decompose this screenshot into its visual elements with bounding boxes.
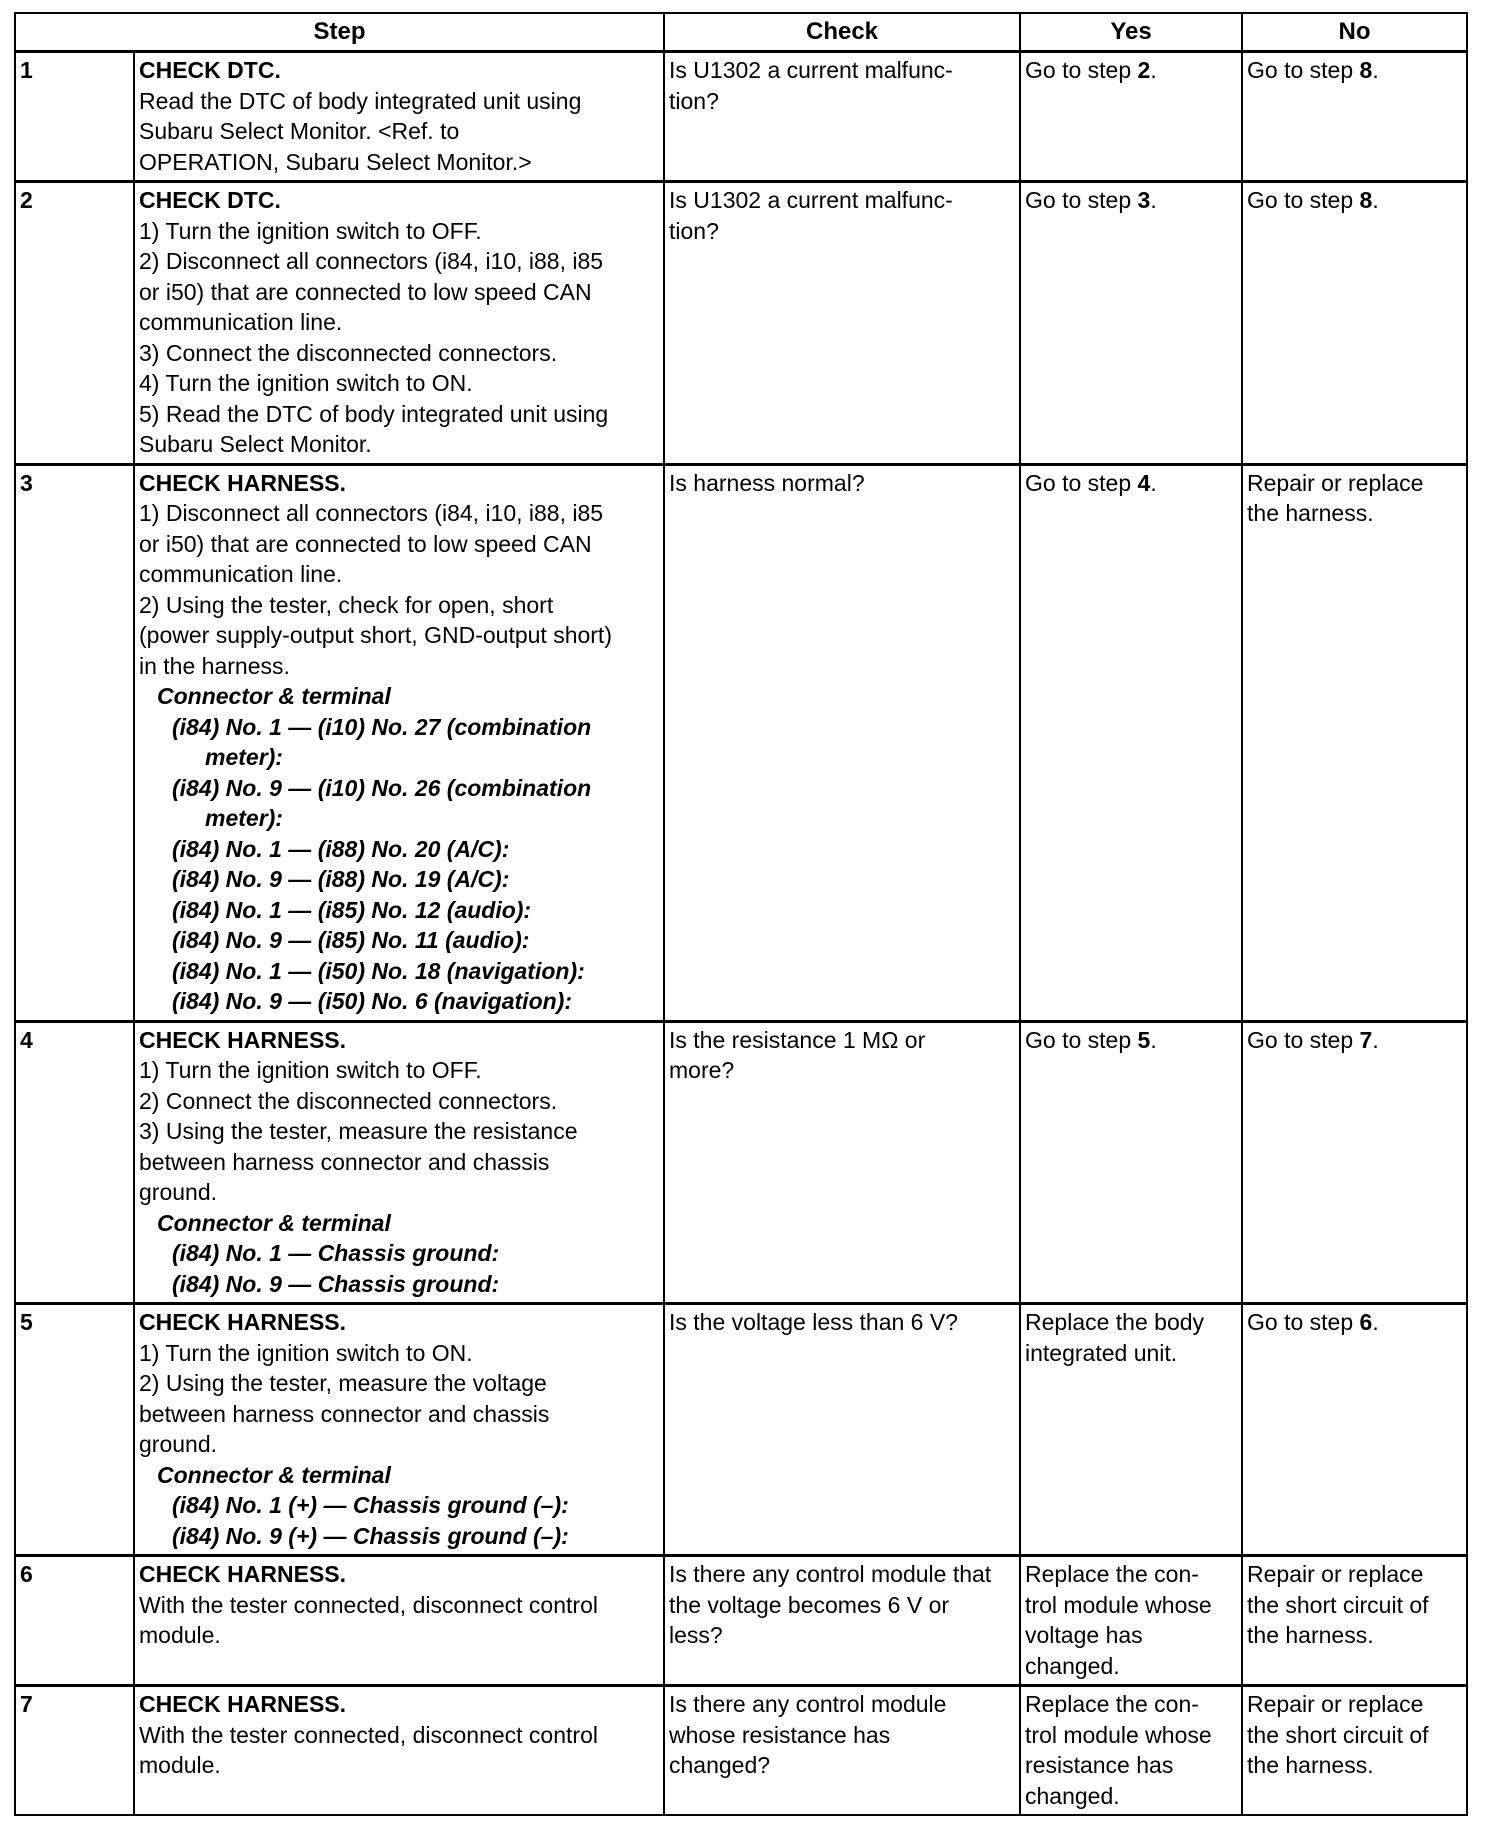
step-description [134,464,664,1021]
no-result-line: the short circuit of [1247,1591,1429,1618]
check-line: Is there any control module that [669,1561,992,1587]
check-question [664,52,1020,182]
procedure-line: 3) Using the tester, measure the resistance [139,1118,578,1144]
check-line: tion? [669,87,719,114]
connector-terminal-item: (i84) No. 9 — (i50) No. 6 (navigation): [172,988,572,1014]
step-title: CHECK HARNESS. [139,1309,347,1335]
no-goto-label: Go to step [1247,1026,1360,1053]
no-goto-period: . [1372,57,1379,83]
no-result [1242,1304,1467,1556]
procedure-line: (power supply-output short, GND-output short) [139,622,612,648]
table-header-row [15,13,1467,52]
step-description [134,1021,664,1304]
table-row [15,1304,1467,1556]
yes-goto-period: . [1150,57,1157,83]
no-result [1242,1021,1467,1304]
procedure-line: 2) Using the tester, check for open, short [139,591,554,618]
step-number: 4 [15,1021,134,1304]
no-goto-line [1247,55,1462,86]
table-row [15,464,1467,1021]
step-title: CHECK DTC. [139,187,281,213]
step-number: 6 [15,1556,134,1686]
connector-terminal-item: (i84) No. 1 — (i10) No. 27 (combination [172,713,592,740]
yes-result [1020,1686,1242,1816]
step-description [134,1304,664,1556]
check-line: the voltage becomes 6 V or [669,1591,950,1618]
yes-result-line: voltage has [1025,1622,1143,1648]
check-question [664,464,1020,1021]
yes-goto-line [1025,1025,1237,1056]
step-title: CHECK DTC. [139,57,281,83]
yes-result [1020,52,1242,182]
table-row [15,1021,1467,1304]
check-question [664,1304,1020,1556]
table-row [15,1686,1467,1816]
procedure-line: module. [139,1622,221,1648]
procedure-line: between harness connector and chassis [139,1148,550,1175]
connector-terminal-heading: Connector & terminal [157,1461,391,1488]
yes-goto-label: Go to step [1025,1026,1138,1053]
step-title: CHECK HARNESS. [139,469,347,496]
table-row [15,1556,1467,1686]
no-goto-label: Go to step [1247,187,1360,213]
yes-result [1020,182,1242,465]
yes-goto-line [1025,55,1237,86]
procedure-line: ground. [139,1179,218,1205]
yes-goto-label: Go to step [1025,469,1138,496]
procedure-line: module. [139,1752,221,1778]
yes-result [1020,464,1242,1021]
step-title: CHECK HARNESS. [139,1026,347,1053]
check-line: Is there any control module [669,1691,947,1717]
connector-terminal-item: (i84) No. 9 — Chassis ground: [172,1270,500,1297]
procedure-line: 5) Read the DTC of body integrated unit using [139,400,609,427]
no-result [1242,182,1467,465]
no-result [1242,1686,1467,1816]
header-yes: Yes [1020,13,1242,52]
yes-goto-line [1025,185,1237,216]
no-result-line: the harness. [1247,1622,1374,1648]
check-line: more? [669,1057,735,1083]
step-description [134,182,664,465]
step-number: 5 [15,1304,134,1556]
yes-result [1020,1556,1242,1686]
connector-terminal-item: (i84) No. 9 (+) — Chassis ground (–): [172,1522,569,1549]
no-goto-step-number: 6 [1359,1309,1373,1335]
procedure-line: Subaru Select Monitor. [139,431,372,457]
connector-terminal-item: (i84) No. 1 — (i85) No. 12 (audio): [172,896,532,923]
no-goto-line [1247,185,1462,216]
procedure-line: communication line. [139,309,343,335]
connector-terminal-heading: Connector & terminal [157,683,391,709]
connector-terminal-item: (i84) No. 9 — (i85) No. 11 (audio): [172,927,530,953]
no-goto-line [1247,1025,1462,1056]
check-question [664,182,1020,465]
check-line: Is U1302 a current malfunc- [669,187,953,213]
connector-terminal-item: (i84) No. 9 — (i88) No. 19 (A/C): [172,866,510,892]
procedure-line: ground. [139,1431,218,1457]
check-line: whose resistance has [669,1721,891,1748]
connector-terminal-item: (i84) No. 1 — (i50) No. 18 (navigation): [172,957,585,984]
no-goto-step-number: 8 [1359,57,1373,83]
no-result [1242,52,1467,182]
procedure-line: in the harness. [139,652,290,679]
step-number: 2 [15,182,134,465]
yes-result-line: Replace the con- [1025,1691,1199,1717]
header-step: Step [15,13,664,52]
no-result-line: the harness. [1247,1752,1374,1778]
header-no: No [1242,13,1467,52]
connector-terminal-heading: Connector & terminal [157,1209,391,1236]
step-title: CHECK HARNESS. [139,1561,347,1587]
procedure-line: Subaru Select Monitor. <Ref. to [139,118,460,144]
table-row [15,182,1467,465]
procedure-line: or i50) that are connected to low speed CAN [139,278,592,305]
no-result-line: the harness. [1247,500,1374,526]
procedure-line: 1) Turn the ignition switch to OFF. [139,1057,482,1083]
procedure-line: 1) Turn the ignition switch to OFF. [139,217,482,244]
check-line: changed? [669,1752,771,1778]
connector-terminal-item: meter): [205,744,283,770]
check-line: Is the resistance 1 MΩ or [669,1026,926,1053]
check-line: Is the voltage less than 6 V? [669,1309,958,1335]
check-line: Is harness normal? [669,469,865,496]
check-question [664,1556,1020,1686]
yes-goto-period: . [1150,469,1157,496]
connector-terminal-item: (i84) No. 1 — (i88) No. 20 (A/C): [172,835,510,862]
step-number: 7 [15,1686,134,1816]
yes-result-line: changed. [1025,1652,1120,1679]
yes-goto-period: . [1150,1026,1157,1053]
procedure-line: Read the DTC of body integrated unit using [139,87,582,114]
yes-result-line: integrated unit. [1025,1339,1178,1366]
step-description [134,52,664,182]
procedure-line: 4) Turn the ignition switch to ON. [139,370,473,396]
yes-goto-label: Go to step [1025,187,1138,213]
no-result-line: the short circuit of [1247,1721,1429,1748]
procedure-line: communication line. [139,561,343,587]
connector-terminal-item: (i84) No. 1 (+) — Chassis ground (–): [172,1492,569,1518]
yes-goto-period: . [1150,187,1157,213]
procedure-line: 2) Connect the disconnected connectors. [139,1087,558,1114]
step-description [134,1556,664,1686]
procedure-line: 2) Using the tester, measure the voltage [139,1370,547,1396]
no-result-line: Repair or replace [1247,1561,1424,1587]
yes-goto-line [1025,468,1237,499]
yes-result-line: Replace the body [1025,1309,1205,1335]
yes-goto-step-number: 2 [1137,57,1151,83]
procedure-line: With the tester connected, disconnect control [139,1591,598,1618]
yes-goto-step-number: 5 [1137,1026,1151,1053]
yes-result-line: trol module whose [1025,1721,1212,1748]
no-goto-period: . [1372,187,1379,213]
no-goto-period: . [1372,1026,1379,1053]
step-number: 1 [15,52,134,182]
no-goto-period: . [1372,1309,1379,1335]
table-row [15,52,1467,182]
no-goto-line [1247,1307,1462,1338]
procedure-line: or i50) that are connected to low speed CAN [139,530,592,557]
procedure-line: 3) Connect the disconnected connectors. [139,339,558,366]
procedure-line: 1) Disconnect all connectors (i84, i10, i88, i85 [139,500,604,526]
procedure-line: OPERATION, Subaru Select Monitor.> [139,148,532,175]
yes-result [1020,1021,1242,1304]
procedure-line: With the tester connected, disconnect control [139,1721,598,1748]
check-question [664,1021,1020,1304]
no-result [1242,1556,1467,1686]
yes-goto-step-number: 3 [1137,187,1151,213]
step-description [134,1686,664,1816]
check-line: tion? [669,217,719,244]
header-check: Check [664,13,1020,52]
no-goto-step-number: 8 [1359,187,1373,213]
no-result [1242,464,1467,1021]
yes-result-line: changed. [1025,1782,1120,1809]
connector-terminal-item: meter): [205,805,283,831]
connector-terminal-item: (i84) No. 9 — (i10) No. 26 (combination [172,774,592,801]
yes-result-line: resistance has [1025,1752,1174,1778]
yes-goto-label: Go to step [1025,57,1138,83]
yes-result-line: Replace the con- [1025,1561,1199,1587]
procedure-line: between harness connector and chassis [139,1400,550,1427]
step-number: 3 [15,464,134,1021]
connector-terminal-item: (i84) No. 1 — Chassis ground: [172,1240,500,1266]
yes-goto-step-number: 4 [1137,469,1151,496]
diagnostic-procedure-table [14,12,1468,1816]
step-title: CHECK HARNESS. [139,1691,347,1717]
check-question [664,1686,1020,1816]
no-goto-label: Go to step [1247,1309,1360,1335]
procedure-line: 2) Disconnect all connectors (i84, i10, i88, i85 [139,248,604,274]
no-goto-label: Go to step [1247,57,1360,83]
yes-result [1020,1304,1242,1556]
check-line: less? [669,1622,723,1648]
no-result-line: Repair or replace [1247,1691,1424,1717]
yes-result-line: trol module whose [1025,1591,1212,1618]
check-line: Is U1302 a current malfunc- [669,57,953,83]
no-result-line: Repair or replace [1247,469,1424,496]
procedure-line: 1) Turn the ignition switch to ON. [139,1339,473,1366]
no-goto-step-number: 7 [1359,1026,1373,1053]
